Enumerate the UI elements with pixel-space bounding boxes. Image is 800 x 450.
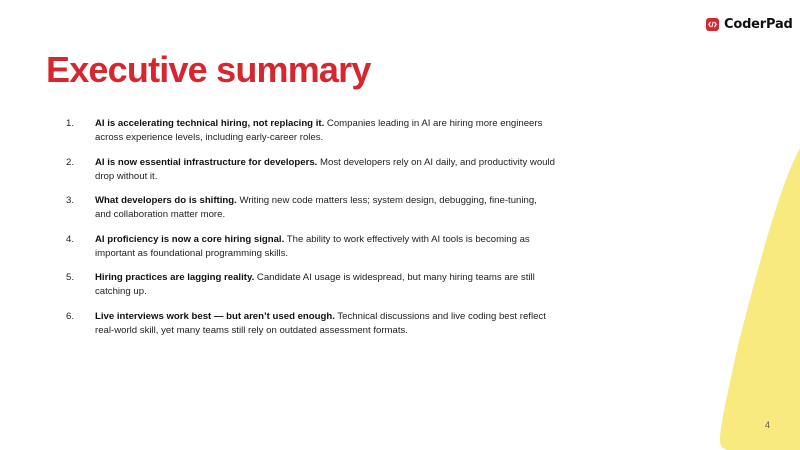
list-item-body: Candidate AI usage is widespread, but many hiring teams are still catching up.	[95, 272, 535, 297]
page-number: 4	[765, 420, 771, 430]
list-item-body: Writing new code matters less; system design, debugging, fine-tuning, and collaboration matter more.	[95, 195, 537, 220]
list-item-number: 1.	[66, 118, 75, 129]
list-item-number: 5.	[66, 272, 75, 283]
list-item-number: 6.	[66, 310, 75, 322]
page-title: Executive summary	[46, 49, 371, 90]
list-item-number: 3.	[66, 195, 75, 206]
list-item-headline: AI is now essential infrastructure for developers.	[95, 156, 318, 168]
list-item-text	[95, 310, 555, 338]
list-item-body: Technical discussions and live coding best reflect real-world skill, yet many teams still rely on outdated assessment formats.	[95, 310, 546, 336]
summary-list	[66, 117, 556, 348]
list-item	[66, 233, 556, 272]
list-item-headline: Live interviews work best — but aren’t used enough.	[95, 310, 335, 322]
list-item-number: 2.	[66, 156, 75, 168]
list-item-headline: Hiring practices are lagging reality.	[95, 272, 255, 283]
list-item	[66, 194, 556, 233]
list-item-headline: AI proficiency is now a core hiring signal.	[95, 233, 285, 245]
list-item	[66, 156, 556, 195]
list-item-headline: What developers do is shifting.	[95, 195, 237, 206]
code-brackets-icon	[706, 18, 719, 31]
list-item-text	[95, 156, 555, 184]
list-item	[66, 271, 556, 310]
coderpad-logo	[706, 17, 793, 32]
logo-wordmark: CoderPad	[724, 17, 793, 32]
list-item	[66, 117, 556, 156]
list-item	[66, 310, 556, 349]
list-item-body: Companies leading in AI are hiring more engineers across experience levels, including early-career roles.	[95, 118, 543, 143]
yellow-corner-fill	[720, 148, 800, 450]
list-item-text	[95, 271, 555, 299]
list-item-text	[95, 117, 555, 145]
list-item-text	[95, 194, 555, 222]
list-item-text	[95, 233, 555, 261]
list-item-body: Most developers rely on AI daily, and productivity would drop without it.	[95, 156, 555, 182]
list-item-headline: AI is accelerating technical hiring, not replacing it.	[95, 118, 325, 129]
list-item-number: 4.	[66, 233, 75, 245]
list-item-body: The ability to work effectively with AI tools is becoming as important as foundational programming skills.	[95, 233, 530, 259]
